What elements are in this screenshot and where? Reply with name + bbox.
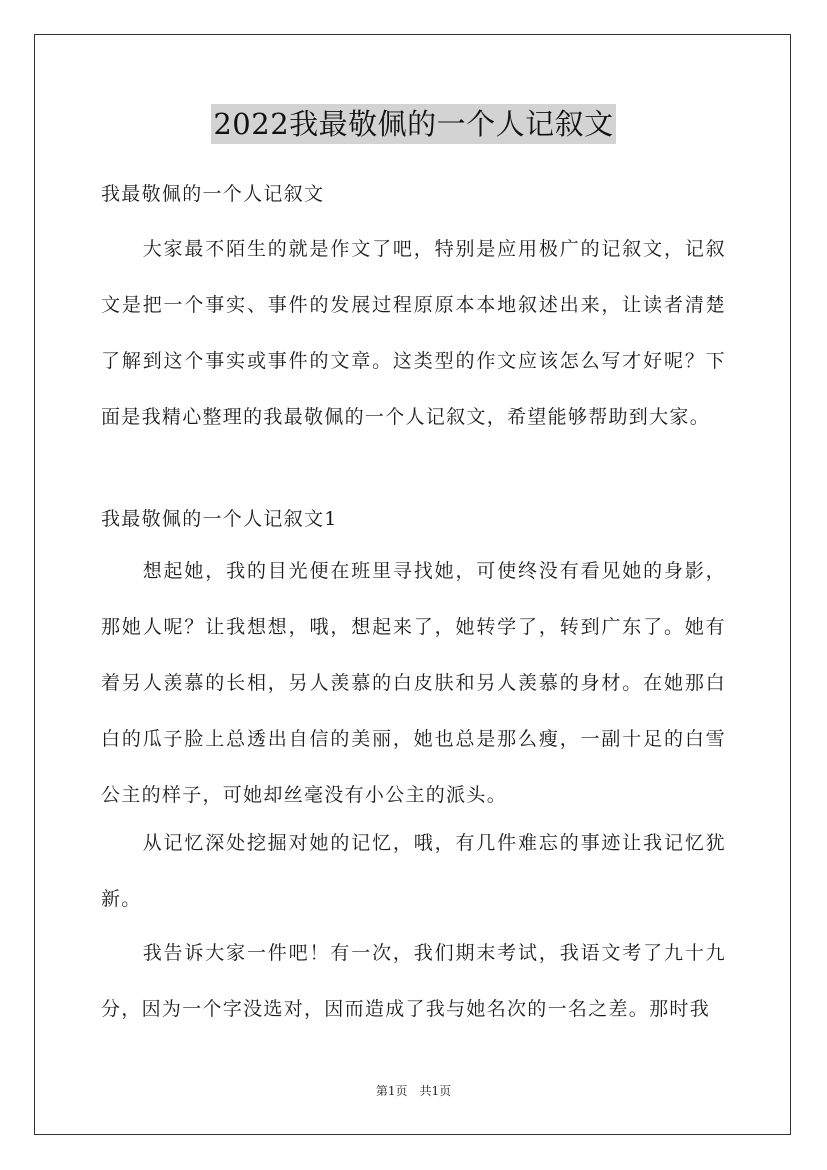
title-container [0,104,827,144]
page-footer [0,1083,827,1099]
page-number: 第1页 共1页 [375,1084,452,1098]
body-paragraph-2: 从记忆深处挖掘对她的记忆，哦，有几件难忘的事迹让我记忆犹新。 [101,832,726,910]
section-heading: 我最敬佩的一个人记叙文1 [101,508,338,530]
document-subtitle: 我最敬佩的一个人记叙文 [101,183,325,205]
document-title: 2022我最敬佩的一个人记叙文 [211,104,615,144]
body-paragraph-3: 我告诉大家一件吧！有一次，我们期末考试，我语文考了九十九分，因为一个字没选对，因而造成了我与她名次的一名之差。那时我 [101,942,726,1020]
intro-paragraph: 大家最不陌生的就是作文了吧，特别是应用极广的记叙文，记叙文是把一个事实、事件的发展过程原原本本地叙述出来，让读者清楚了解到这个事实或事件的文章。这类型的作文应该怎么写才好呢？下面是我精心整理的我最敬佩的一个人记叙文，希望能够帮助到大家。 [101,238,726,428]
body-paragraph-1: 想起她，我的目光便在班里寻找她，可使终没有看见她的身影，那她人呢？让我想想，哦，想起来了，她转学了，转到广东了。她有着另人羡慕的长相，另人羡慕的白皮肤和另人羡慕的身材。在她那白白的瓜子脸上总透出自信的美丽，她也总是那么瘦，一副十足的白雪公主的样子，可她却丝毫没有小公主的派头。 [101,560,726,806]
